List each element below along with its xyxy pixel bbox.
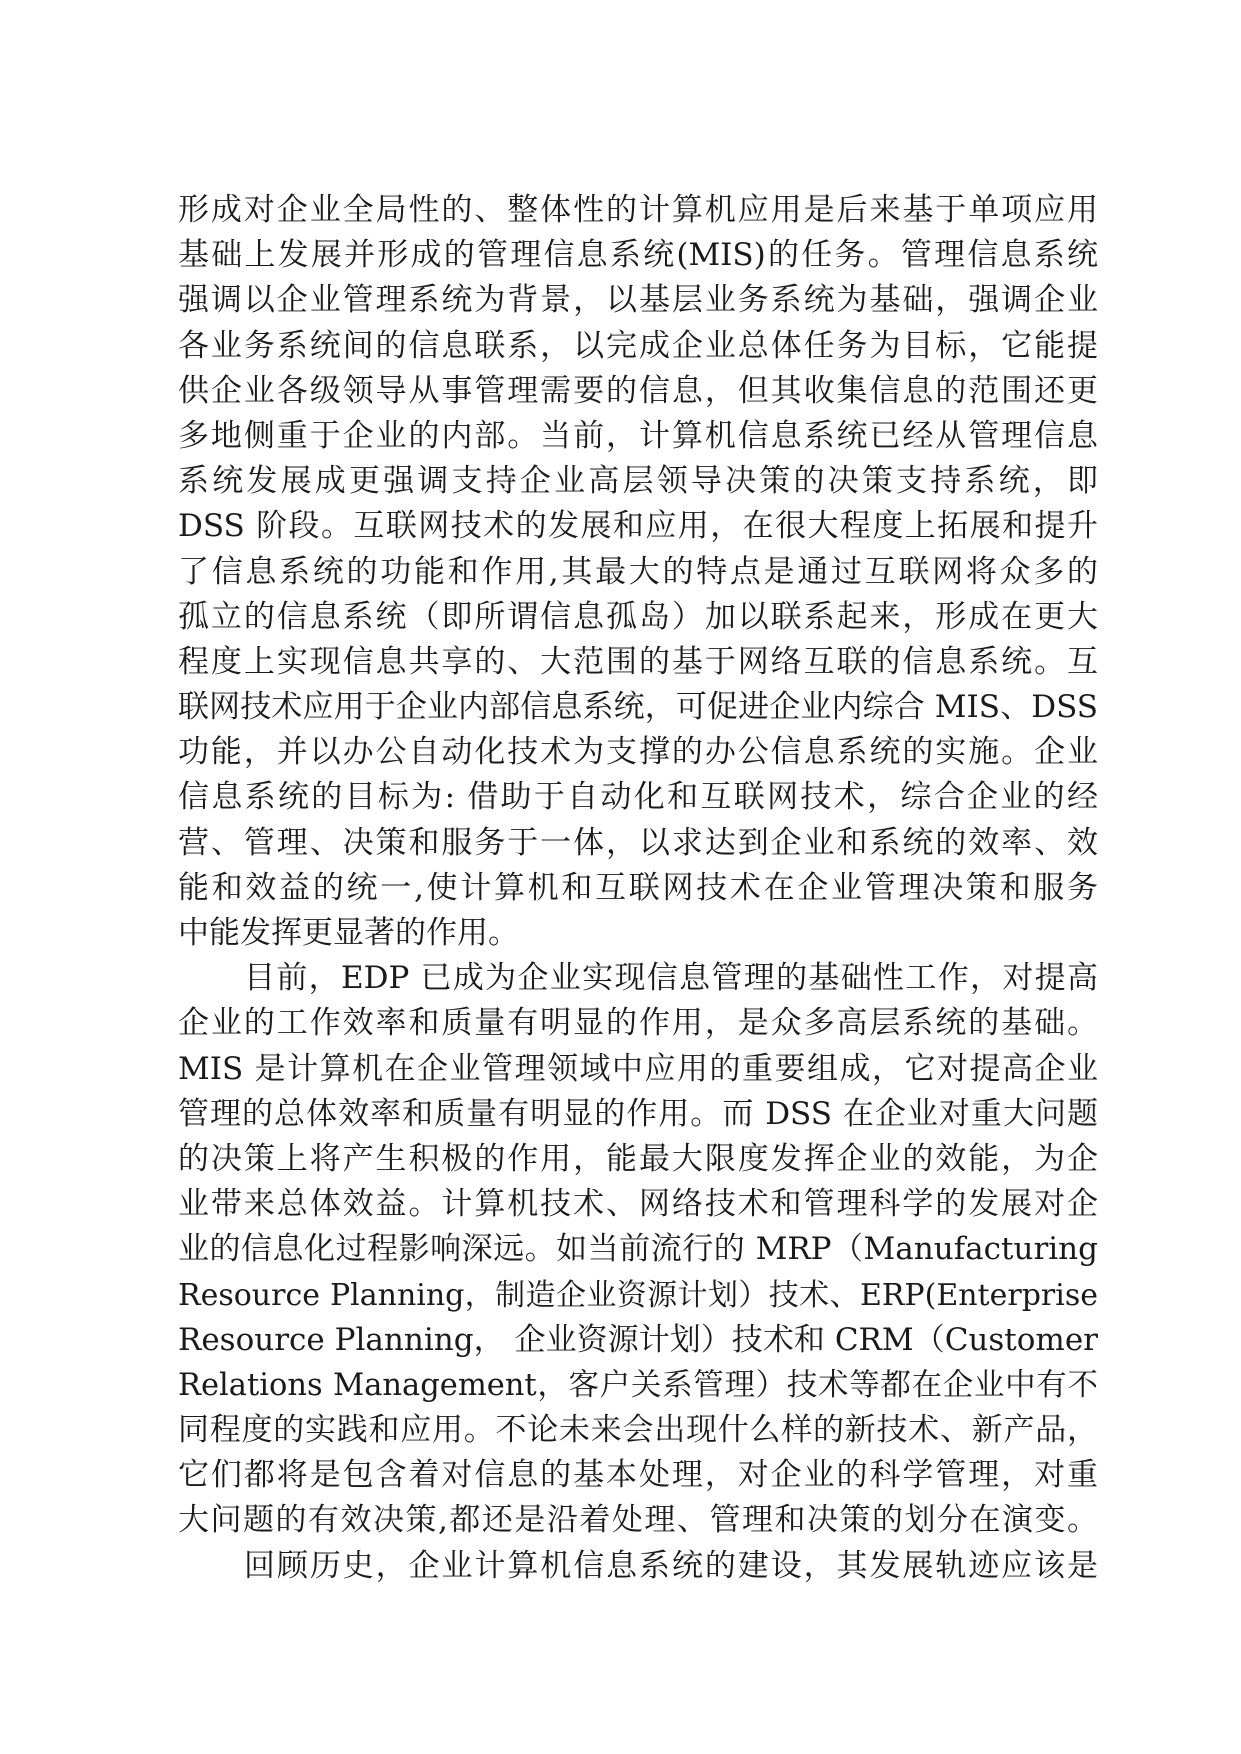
text-line: 大问题的有效决策,都还是沿着处理、管理和决策的划分在演变。: [178, 1502, 1098, 1539]
text-line: 程度上实现信息共享的、大范围的基于网络互联的信息系统。互: [178, 643, 1098, 680]
text-line: 系统发展成更强调支持企业高层领导决策的决策支持系统，即: [178, 463, 1098, 500]
text-line: 联网技术应用于企业内部信息系统，可促进企业内综合 MIS、DSS: [178, 689, 1098, 726]
text-line: 能和效益的统一,使计算机和互联网技术在企业管理决策和服务: [178, 869, 1098, 906]
text-line: 孤立的信息系统（即所谓信息孤岛）加以联系起来，形成在更大: [178, 598, 1098, 635]
paragraph-3: [178, 1544, 1098, 1589]
text-line: 目前，EDP 已成为企业实现信息管理的基础性工作，对提高: [244, 960, 1098, 997]
text-line: DSS 阶段。互联网技术的发展和应用，在很大程度上拓展和提升: [178, 508, 1098, 545]
text-line: 强调以企业管理系统为背景，以基层业务系统为基础，强调企业: [178, 282, 1098, 319]
text-line: 多地侧重于企业的内部。当前，计算机信息系统已经从管理信息: [178, 417, 1098, 454]
text-line: 业的信息化过程影响深远。如当前流行的 MRP（Manufacturing: [178, 1231, 1098, 1268]
text-line: 供企业各级领导从事管理需要的信息，但其收集信息的范围还更: [178, 372, 1098, 409]
text-line: 营、管理、决策和服务于一体，以求达到企业和系统的效率、效: [178, 824, 1098, 861]
text-line: 中能发挥更显著的作用。: [178, 915, 519, 951]
text-line: 信息系统的目标为: 借助于自动化和互联网技术，综合企业的经: [178, 779, 1098, 816]
text-line: 基础上发展并形成的管理信息系统(MIS)的任务。管理信息系统: [178, 237, 1098, 274]
text-line: 管理的总体效率和质量有明显的作用。而 DSS 在企业对重大问题: [178, 1095, 1098, 1132]
body-text: [178, 188, 1098, 1589]
text-line: 它们都将是包含着对信息的基本处理，对企业的科学管理，对重: [178, 1457, 1098, 1494]
text-line: 回顾历史，企业计算机信息系统的建设，其发展轨迹应该是: [244, 1547, 1098, 1584]
text-line: 企业的工作效率和质量有明显的作用，是众多高层系统的基础。: [178, 1005, 1098, 1042]
text-line: 功能，并以办公自动化技术为支撑的办公信息系统的实施。企业: [178, 734, 1098, 771]
paragraph-1: [178, 188, 1098, 956]
text-line: 的决策上将产生积极的作用，能最大限度发挥企业的效能，为企: [178, 1140, 1098, 1177]
text-line: MIS 是计算机在企业管理领域中应用的重要组成，它对提高企业: [178, 1050, 1098, 1087]
text-line: Resource Planning，制造企业资源计划）技术、ERP(Enterprise: [178, 1277, 1098, 1313]
text-line: Resource Planning， 企业资源计划）技术和 CRM（Customer: [178, 1321, 1098, 1358]
text-line: 各业务系统间的信息联系，以完成企业总体任务为目标，它能提: [178, 327, 1098, 364]
text-line: Relations Management，客户关系管理）技术等都在企业中有不: [178, 1367, 1098, 1403]
text-line: 了信息系统的功能和作用,其最大的特点是通过互联网将众多的: [178, 553, 1098, 590]
text-line: 同程度的实践和应用。不论未来会出现什么样的新技术、新产品，: [178, 1412, 1098, 1449]
paragraph-2: [178, 956, 1098, 1543]
text-line: 形成对企业全局性的、整体性的计算机应用是后来基于单项应用: [178, 192, 1098, 228]
text-line: 业带来总体效益。计算机技术、网络技术和管理科学的发展对企: [178, 1186, 1098, 1223]
